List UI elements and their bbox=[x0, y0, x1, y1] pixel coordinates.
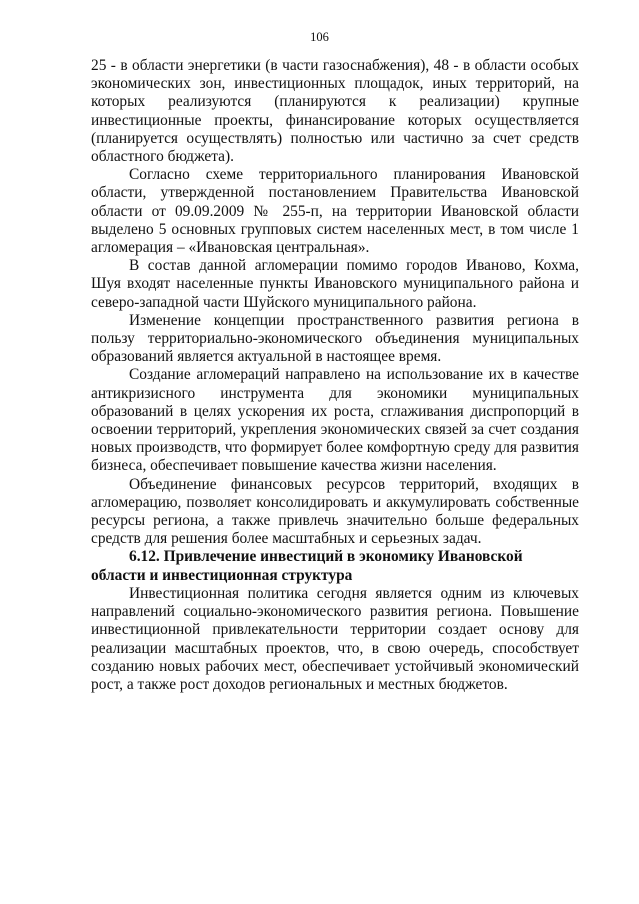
paragraph: Инвестиционная политика сегодня является одним из ключевых направлений социально-экономического развития региона. Повышение инвестиционной привлекательности территории создает основу для реализации масштабных проектов, что, в свою очередь, способствует созданию новых рабочих мест, обеспечивает устойчивый экономический рост, а также рост доходов региональных и местных бюджетов. bbox=[91, 584, 579, 693]
paragraph: Создание агломераций направлено на использование их в качестве антикризисного инструмента для экономики муниципальных образований в целях ускорения их роста, сглаживания диспропорций в освоении территорий, укрепления экономических связей за счет создания новых производств, что формирует более комфортную среду для развития бизнеса, обеспечивает повышение качества жизни населения. bbox=[91, 366, 579, 475]
document-body bbox=[91, 57, 579, 694]
page-number: 106 bbox=[310, 30, 329, 44]
paragraph: Согласно схеме территориального планирования Ивановской области, утвержденной постановлением Правительства Ивановской области от 09.09.2009 № 255-п, на территории Ивановской области выделено 5 основных групповых систем населенных мест, в том числе 1 агломерация – «Ивановская центральная». bbox=[91, 166, 579, 257]
section-heading: 6.12. Привлечение инвестиций в экономику Ивановской области и инвестиционная структура bbox=[91, 548, 523, 584]
paragraph: Объединение финансовых ресурсов территорий, входящих в агломерацию, позволяет консолидировать и аккумулировать собственные ресурсы региона, а также привлечь значительно больше федеральных средств для решения более масштабных и серьезных задач. bbox=[91, 475, 579, 548]
paragraph-continuation: 25 - в области энергетики (в части газоснабжения), 48 - в области особых экономических зон, инвестиционных площадок, иных территорий, на которых реализуются (планируются к реализации) крупные инвестиционные проекты, финансирование которых осуществляется (планируется осуществлять) полностью или частично за счет средств областного бюджета). bbox=[91, 57, 579, 166]
paragraph: В состав данной агломерации помимо городов Иваново, Кохма, Шуя входят населенные пункты Ивановского муниципального района и северо-западной части Шуйского муниципального района. bbox=[91, 257, 579, 311]
paragraph: Изменение концепции пространственного развития региона в пользу территориально-экономического объединения муниципальных образований является актуальной в настоящее время. bbox=[91, 311, 579, 366]
